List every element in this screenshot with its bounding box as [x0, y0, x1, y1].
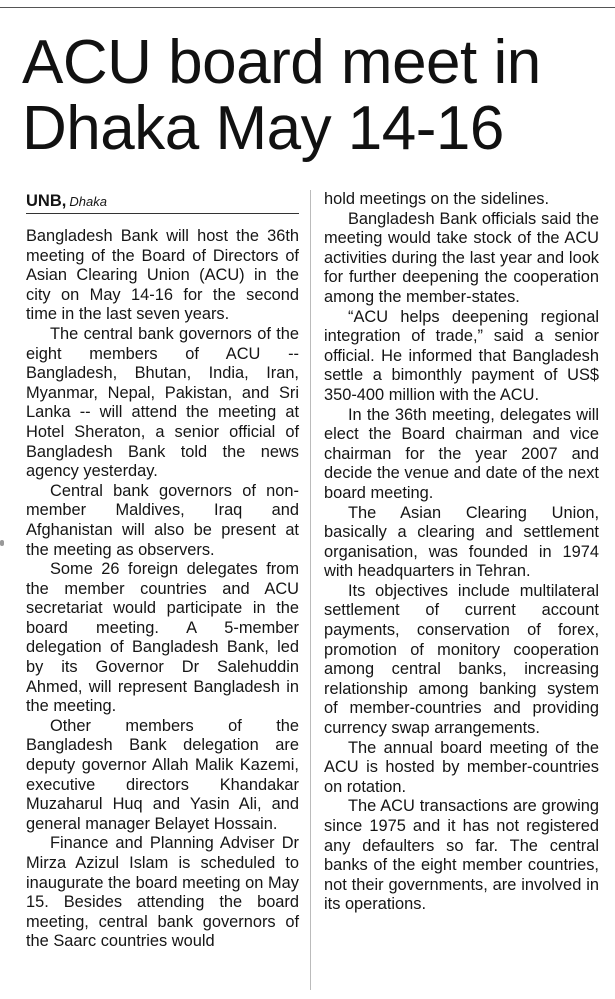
- page-edge-mark: [0, 540, 4, 546]
- byline-agency: UNB,: [26, 192, 67, 210]
- right-column: [324, 190, 599, 915]
- paragraph: The annual board meeting of the ACU is hosted by member-countries on rotation.: [324, 738, 599, 796]
- paragraph: hold meetings on the sidelines.: [324, 190, 550, 208]
- paragraph: Central bank governors of non-member Maldives, Iraq and Afghanistan will also be present at the meeting as observers.: [26, 481, 299, 559]
- paragraph: The ACU transactions are growing since 1975 and it has not registered any defaulters so far. The central banks of the eight member countries, not their governments, are involved in its operations.: [324, 797, 599, 914]
- top-rule: [0, 7, 615, 8]
- headline: [22, 30, 602, 162]
- left-column: [26, 190, 299, 952]
- column-divider: [310, 190, 311, 990]
- byline: [26, 190, 299, 214]
- byline-place: Dhaka: [69, 194, 107, 209]
- paragraph: In the 36th meeting, delegates will elect the Board chairman and vice chairman for the year 2007 and decide the venue and date of the next board meeting.: [324, 405, 599, 502]
- paragraph: The Asian Clearing Union, basically a clearing and settlement organisation, was founded in 1974 with headquarters in Tehran.: [324, 503, 599, 581]
- paragraph: Its objectives include multilateral settlement of current account payments, conservation of forex, promotion of monitory cooperation among central banks, increasing relationship among banking system of member-countries and providing currency swap arrangements.: [324, 581, 599, 738]
- paragraph: The central bank governors of the eight members of ACU -- Bangladesh, Bhutan, India, Iran, Myanmar, Nepal, Pakistan, and Sri Lanka -- will attend the meeting at Hotel Sheraton, a senior official of Bangladesh Bank told the news agency yesterday.: [26, 324, 299, 481]
- paragraph: Other members of the Bangladesh Bank delegation are deputy governor Allah Malik Kazemi, executive directors Khandakar Muzaharul Huq and Yasin Ali, and general manager Belayet Hossain.: [26, 716, 299, 833]
- paragraph: Bangladesh Bank officials said the meeting would take stock of the ACU activities during the last year and look for further deepening the cooperation among the member-states.: [324, 209, 599, 306]
- byline-rule: [26, 213, 299, 214]
- paragraph: Finance and Planning Adviser Dr Mirza Azizul Islam is scheduled to inaugurate the board meeting on May 15. Besides attending the board meeting, central bank governors of the Saarc countries would: [26, 834, 299, 951]
- headline-line-1: ACU board meet in: [22, 28, 541, 97]
- paragraph: Some 26 foreign delegates from the member countries and ACU secretariat would participate in the board meeting. A 5-member delegation of Bangladesh Bank, led by its Governor Dr Salehuddin Ahmed, will represent Bangladesh in the meeting.: [26, 560, 299, 716]
- paragraph: “ACU helps deepening regional integration of trade,” said a senior official. He informed that Bangladesh settle a bimonthly payment of US$ 350-400 million with the ACU.: [324, 307, 599, 404]
- headline-line-2: Dhaka May 14-16: [22, 94, 504, 163]
- paragraph: Bangladesh Bank will host the 36th meeting of the Board of Directors of Asian Clearing Union (ACU) in the city on May 14-16 for the second time in the last seven years.: [26, 227, 299, 324]
